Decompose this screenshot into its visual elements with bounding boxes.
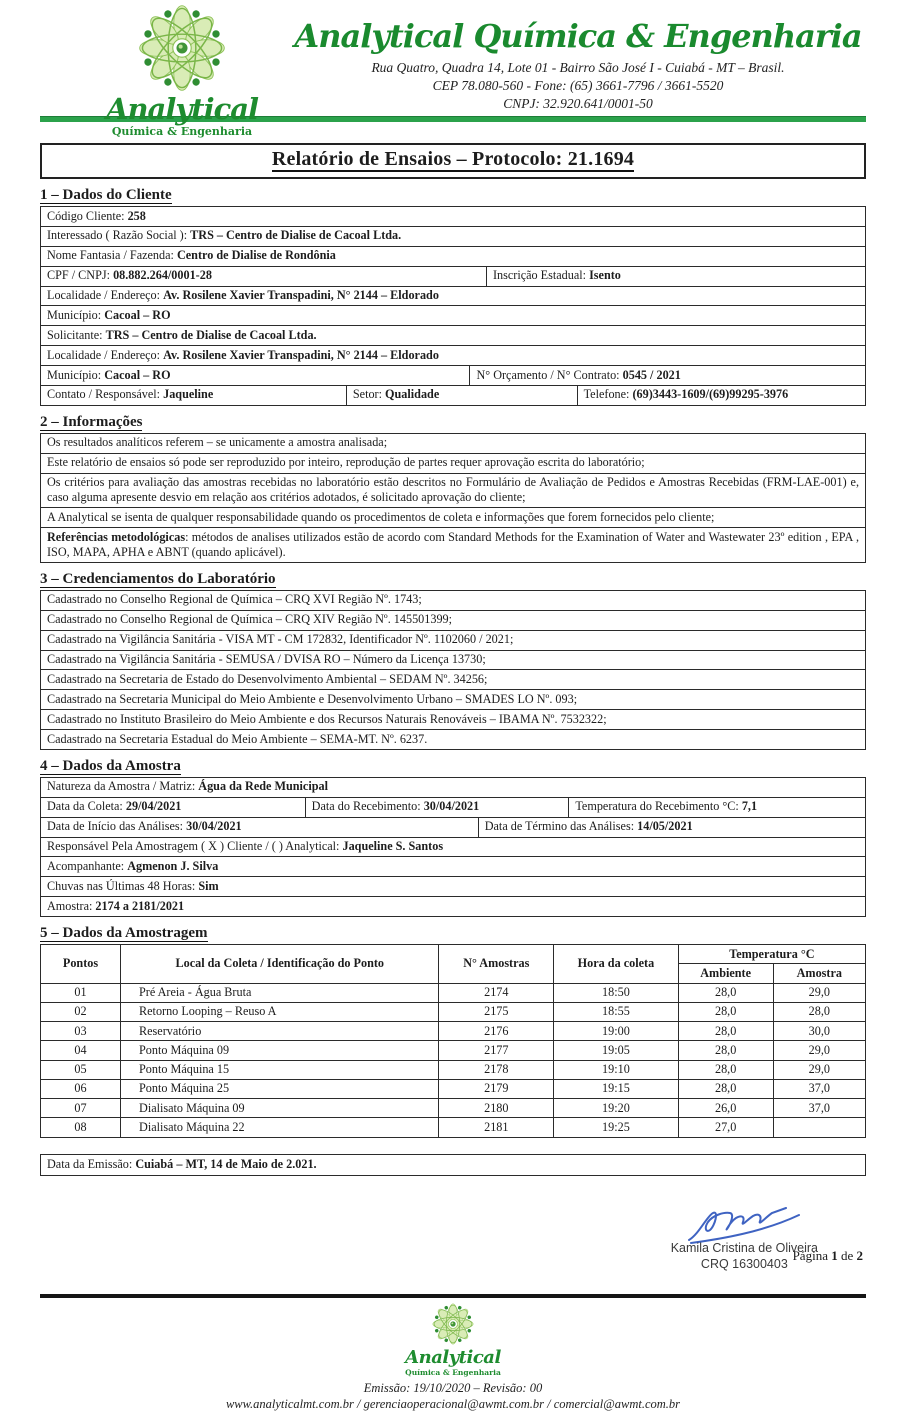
table-cell [305, 798, 569, 817]
text-run: de [838, 1248, 857, 1263]
text-run: Acompanhante: [47, 859, 127, 873]
table-cell [41, 434, 865, 453]
table-row [41, 207, 865, 226]
text-run: Município: [47, 308, 104, 322]
text-run: Este relatório de ensaios só pode ser reproduzido por inteiro, reprodução de partes requer aprovação escrita do laboratório; [47, 455, 645, 469]
table-row [41, 434, 865, 453]
client-data-table [40, 206, 866, 406]
table-cell [41, 798, 305, 817]
company-address [290, 59, 866, 114]
text-run: 29/04/2021 [126, 799, 182, 813]
table-cell [41, 690, 865, 709]
text-run: Natureza da Amostra / Matriz: [47, 779, 198, 793]
table-cell [41, 386, 346, 405]
sampling-cell: 06 [41, 1079, 121, 1098]
sampling-cell: 18:50 [554, 983, 679, 1002]
sampling-cell: 02 [41, 1002, 121, 1021]
text-run: 30/04/2021 [424, 799, 480, 813]
table-row [41, 385, 865, 405]
table-row [41, 266, 865, 286]
table-row [41, 689, 865, 709]
table-row [41, 591, 865, 610]
sampling-row [41, 1060, 866, 1079]
text-run: 08.882.264/0001-28 [113, 268, 212, 282]
table-row [41, 286, 865, 306]
signature-area [40, 1202, 866, 1273]
text-run: Água da Rede Municipal [198, 779, 328, 793]
text-run: 1 [831, 1248, 838, 1263]
emission-date-box [40, 1154, 866, 1176]
sampling-row [41, 1002, 866, 1021]
text-run: Cadastrado no Instituto Brasileiro do Meio Ambiente e dos Recursos Naturais Renováveis – IBAMA Nº. 7532322; [47, 712, 607, 726]
table-cell [486, 267, 865, 286]
signatory-registry: CRQ 16300403 [671, 1256, 818, 1272]
address-line: Rua Quatro, Quadra 14, Lote 01 - Bairro São José I - Cuiabá - MT – Brasil. [290, 59, 866, 77]
table-row [41, 473, 865, 508]
sampling-cell: 2175 [439, 1002, 554, 1021]
text-run: Setor: [353, 387, 385, 401]
sampling-cell: 04 [41, 1041, 121, 1060]
sampling-cell: 2174 [439, 983, 554, 1002]
table-cell [469, 366, 865, 385]
text-run: Localidade / Endereço: [47, 348, 163, 362]
sample-data-table [40, 777, 866, 917]
sampling-cell: 28,0 [678, 1060, 773, 1079]
table-cell [41, 611, 865, 630]
text-run: Os resultados analíticos referem – se unicamente a amostra analisada; [47, 435, 387, 449]
text-run: Data da Emissão: [47, 1157, 135, 1171]
sampling-cell: 28,0 [678, 1079, 773, 1098]
sampling-cell [773, 1118, 865, 1137]
sampling-cell: 03 [41, 1022, 121, 1041]
sampling-cell: Ponto Máquina 09 [121, 1041, 439, 1060]
text-run: Cadastrado no Conselho Regional de Química – CRQ XIV Região Nº. 145501399; [47, 612, 452, 626]
table-cell [41, 454, 865, 473]
text-run: Qualidade [385, 387, 439, 401]
text-run: Os critérios para avaliação das amostras recebidas no laboratório estão descritos no Formulário de Avaliação de Pedidos e Amostras Recebidas (FRM-LAE-001) e, caso alguma apresente desvio em relação aos critérios adotados, é solicitado aprovação do cliente; [47, 475, 859, 504]
text-run: Cacoal – RO [104, 368, 170, 382]
table-row [41, 817, 865, 837]
table-cell [41, 287, 865, 306]
sampling-cell: 2179 [439, 1079, 554, 1098]
sampling-row [41, 1041, 866, 1060]
table-cell [41, 306, 865, 325]
table-cell [41, 778, 865, 797]
table-row [41, 345, 865, 365]
address-line: CNPJ: 32.920.641/0001-50 [290, 95, 866, 113]
company-title: Analytical Química & Engenharia [290, 20, 866, 52]
table-cell [41, 857, 865, 876]
table-row [41, 365, 865, 385]
table-cell [41, 366, 469, 385]
section-heading-sample: 4 – Dados da Amostra [40, 758, 866, 775]
col-header-n-amostras: N° Amostras [439, 945, 554, 984]
text-run: Cuiabá – MT, 14 de Maio de 2.021. [135, 1157, 316, 1171]
report-title: Relatório de Ensaios – Protocolo: 21.1694 [272, 148, 634, 172]
logo-wordmark: Analytical [92, 95, 272, 124]
text-run: 14/05/2021 [637, 819, 693, 833]
text-run: Isento [589, 268, 621, 282]
footer-emission-line: Emissão: 19/10/2020 – Revisão: 00 [40, 1380, 866, 1397]
text-run: TRS – Centro de Dialise de Cacoal Ltda. [106, 328, 317, 342]
sampling-cell: 28,0 [678, 983, 773, 1002]
table-row [41, 709, 865, 729]
text-run: 30/04/2021 [186, 819, 242, 833]
sampling-cell: 26,0 [678, 1099, 773, 1118]
sampling-cell: 28,0 [678, 1022, 773, 1041]
footer-contact-line: www.analyticalmt.com.br / gerenciaoperacional@awmt.com.br / comercial@awmt.com.br [40, 1396, 866, 1413]
table-row [41, 246, 865, 266]
text-run: Solicitante: [47, 328, 106, 342]
text-run: Jaqueline S. Santos [342, 839, 443, 853]
text-run: Código Cliente: [47, 209, 128, 223]
table-cell [41, 207, 865, 226]
sampling-cell: 08 [41, 1118, 121, 1137]
text-run: A Analytical se isenta de qualquer responsabilidade quando os procedimentos de coleta e informações que forem fornecidos pelo cliente; [47, 510, 714, 524]
sampling-cell: 19:10 [554, 1060, 679, 1079]
table-row [41, 610, 865, 630]
text-run: : métodos de analises utilizados estão de acordo com Standard Methods for the Examination of Water and Wastewater 23º edition , EPA , ISO, MAPA, APHA e ABNT (quando aplicável). [47, 530, 859, 559]
footer-divider [40, 1294, 866, 1298]
table-row [41, 453, 865, 473]
table-cell [41, 838, 865, 857]
company-logo [92, 2, 272, 138]
sampling-cell: 2177 [439, 1041, 554, 1060]
sampling-cell: 37,0 [773, 1079, 865, 1098]
table-row [41, 837, 865, 857]
sampling-cell: 19:00 [554, 1022, 679, 1041]
text-run: Nome Fantasia / Fazenda: [47, 248, 177, 262]
sampling-row [41, 983, 866, 1002]
text-run: Data de Início das Análises: [47, 819, 186, 833]
sampling-cell: 29,0 [773, 1041, 865, 1060]
table-cell [568, 798, 865, 817]
sampling-cell: 01 [41, 983, 121, 1002]
sampling-cell: 19:25 [554, 1118, 679, 1137]
table-row [41, 856, 865, 876]
table-cell [41, 474, 865, 508]
table-row [41, 729, 865, 749]
section-heading-credentials: 3 – Credenciamentos do Laboratório [40, 571, 866, 588]
text-run: Data da Coleta: [47, 799, 126, 813]
text-run: Município: [47, 368, 104, 382]
sampling-cell: 19:15 [554, 1079, 679, 1098]
sampling-cell: Pré Areia - Água Bruta [121, 983, 439, 1002]
table-row [41, 507, 865, 527]
sampling-row [41, 1079, 866, 1098]
sampling-cell: 2181 [439, 1118, 554, 1137]
text-run: Localidade / Endereço: [47, 288, 163, 302]
sampling-cell: 18:55 [554, 1002, 679, 1021]
sampling-cell: 27,0 [678, 1118, 773, 1137]
text-run: Referências metodológicas [47, 530, 185, 544]
section-heading-sampling: 5 – Dados da Amostragem [40, 925, 866, 942]
text-run: Av. Rosilene Xavier Transpadini, N° 2144 – Eldorado [163, 288, 439, 302]
footer-logo-wordmark: Analytical [40, 1349, 866, 1367]
section-heading-info: 2 – Informações [40, 414, 866, 431]
text-run: Responsável Pela Amostragem ( X ) Cliente / ( ) Analytical: [47, 839, 342, 853]
table-cell [41, 877, 865, 896]
table-cell [41, 670, 865, 689]
text-run: Amostra: [47, 899, 95, 913]
col-header-amostra: Amostra [773, 964, 865, 983]
table-cell [41, 326, 865, 345]
text-run: N° Orçamento / N° Contrato: [476, 368, 622, 382]
table-cell [41, 818, 478, 837]
text-run: Chuvas nas Últimas 48 Horas: [47, 879, 198, 893]
table-row [41, 325, 865, 345]
letterhead [290, 0, 866, 114]
text-run: Data do Recebimento: [312, 799, 424, 813]
sampling-row [41, 1022, 866, 1041]
table-row [41, 630, 865, 650]
text-run: CPF / CNPJ: [47, 268, 113, 282]
table-cell [41, 346, 865, 365]
sampling-cell: Dialisato Máquina 09 [121, 1099, 439, 1118]
table-row [41, 669, 865, 689]
text-run: 2 [857, 1248, 864, 1263]
text-run: Temperatura do Recebimento °C: [575, 799, 741, 813]
sampling-cell: 30,0 [773, 1022, 865, 1041]
col-header-temperatura: Temperatura °C [678, 945, 865, 964]
text-run: 2174 a 2181/2021 [95, 899, 184, 913]
sampling-cell: Retorno Looping – Reuso A [121, 1002, 439, 1021]
table-cell [41, 528, 865, 562]
sampling-table [40, 944, 866, 1138]
text-run: Contato / Responsável: [47, 387, 163, 401]
sampling-cell: 28,0 [773, 1002, 865, 1021]
text-run: Centro de Dialise de Rondônia [177, 248, 336, 262]
text-run: Telefone: [584, 387, 633, 401]
text-run: Cadastrado na Vigilância Sanitária - SEMUSA / DVISA RO – Número da Licença 13730; [47, 652, 486, 666]
text-run: Av. Rosilene Xavier Transpadini, N° 2144 – Eldorado [163, 348, 439, 362]
col-header-hora: Hora da coleta [554, 945, 679, 984]
table-cell [41, 710, 865, 729]
section-heading-client: 1 – Dados do Cliente [40, 187, 866, 204]
text-run: Página [793, 1248, 832, 1263]
signatory-name: Kamila Cristina de Oliveira [671, 1240, 818, 1256]
table-cell [577, 386, 865, 405]
table-row [41, 226, 865, 246]
text-run: Cadastrado na Secretaria Estadual do Meio Ambiente – SEMA-MT. Nº. 6237. [47, 732, 427, 746]
text-run: Cadastrado na Secretaria Municipal do Meio Ambiente e Desenvolvimento Urbano – SMADES LO Nº. 093; [47, 692, 577, 706]
sampling-cell: 2176 [439, 1022, 554, 1041]
table-row [41, 778, 865, 797]
col-header-ambiente: Ambiente [678, 964, 773, 983]
sampling-cell: 29,0 [773, 983, 865, 1002]
sampling-cell: Ponto Máquina 25 [121, 1079, 439, 1098]
text-run: Inscrição Estadual: [493, 268, 589, 282]
sampling-cell: 37,0 [773, 1099, 865, 1118]
table-cell [41, 508, 865, 527]
info-table [40, 433, 866, 563]
text-run: Agmenon J. Silva [127, 859, 218, 873]
text-run: Cadastrado no Conselho Regional de Química – CRQ XVI Região Nº. 1743; [47, 592, 422, 606]
page-footer [40, 1302, 866, 1413]
text-run: 0545 / 2021 [623, 368, 681, 382]
text-run: Data de Término das Análises: [485, 819, 637, 833]
text-run: 258 [128, 209, 146, 223]
text-run: Cadastrado na Vigilância Sanitária - VISA MT - CM 172832, Identificador Nº. 1102060 / 2021; [47, 632, 513, 646]
table-cell [41, 631, 865, 650]
table-row [41, 527, 865, 562]
table-cell [346, 386, 577, 405]
credentials-table [40, 590, 866, 750]
table-row [41, 896, 865, 916]
sampling-cell: 2180 [439, 1099, 554, 1118]
col-header-pontos: Pontos [41, 945, 121, 984]
sampling-cell: 2178 [439, 1060, 554, 1079]
text-run: (69)3443-1609/(69)99295-3976 [632, 387, 788, 401]
page-header [40, 0, 866, 116]
table-cell [41, 267, 486, 286]
text-run: Jaqueline [163, 387, 213, 401]
table-cell [41, 730, 865, 749]
table-cell [41, 227, 865, 246]
table-cell [41, 591, 865, 610]
sampling-cell: 28,0 [678, 1002, 773, 1021]
report-title-box [40, 143, 866, 179]
text-run: Sim [198, 879, 218, 893]
table-cell [478, 818, 865, 837]
text-run: Cacoal – RO [104, 308, 170, 322]
table-cell [41, 897, 865, 916]
sampling-cell: 29,0 [773, 1060, 865, 1079]
sampling-cell: 19:05 [554, 1041, 679, 1060]
sampling-cell: 05 [41, 1060, 121, 1079]
text-run: Cadastrado na Secretaria de Estado do Desenvolvimento Ambiental – SEDAM Nº. 34256; [47, 672, 487, 686]
sampling-cell: 28,0 [678, 1041, 773, 1060]
sampling-cell: Dialisato Máquina 22 [121, 1118, 439, 1137]
col-header-local: Local da Coleta / Identificação do Ponto [121, 945, 439, 984]
page-number [793, 1248, 863, 1264]
sampling-cell: Ponto Máquina 15 [121, 1060, 439, 1079]
sampling-row [41, 1118, 866, 1137]
table-row [41, 650, 865, 670]
sampling-cell: Reservatório [121, 1022, 439, 1041]
sampling-row [41, 1099, 866, 1118]
text-run: TRS – Centro de Dialise de Cacoal Ltda. [190, 228, 401, 242]
table-cell [41, 247, 865, 266]
sampling-cell: 07 [41, 1099, 121, 1118]
table-cell [41, 651, 865, 670]
table-row [41, 876, 865, 896]
text-run: Interessado ( Razão Social ): [47, 228, 190, 242]
sampling-cell: 19:20 [554, 1099, 679, 1118]
footer-logo-subtitle: Química & Engenharia [40, 1368, 866, 1377]
address-line: CEP 78.080-560 - Fone: (65) 3661-7796 / 3661-5520 [290, 77, 866, 95]
logo-subtitle: Química & Engenharia [92, 125, 272, 138]
text-run: 7,1 [742, 799, 757, 813]
table-row [41, 797, 865, 817]
table-row [41, 305, 865, 325]
